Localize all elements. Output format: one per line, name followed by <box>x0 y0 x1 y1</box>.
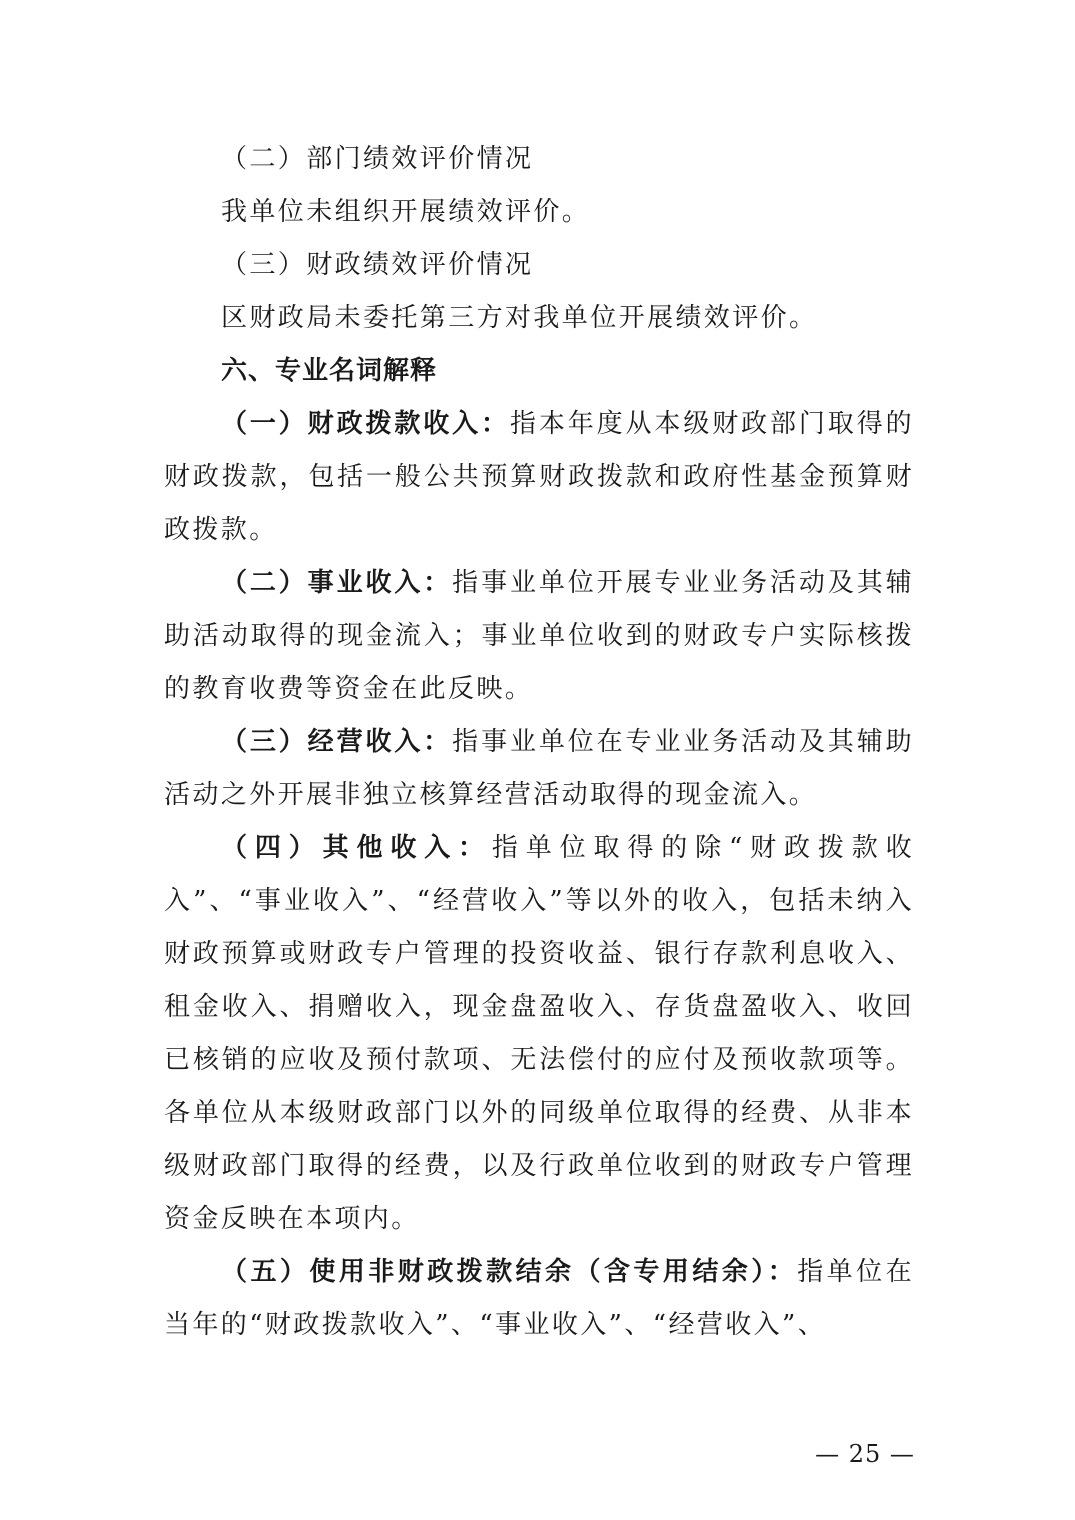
definition-text: 指事业单位在专业业务活动及其辅助活动之外开展非独立核算经营活动取得的现金流入。 <box>164 727 915 810</box>
definition-text: 指本年度从本级财政部门取得的财政拨款，包括一般公共预算财政拨款和政府性基金预算财政拨款。 <box>164 409 914 545</box>
page-number: — 25 — <box>815 1440 915 1468</box>
definition-business-income <box>164 557 914 716</box>
definition-fiscal-appropriation <box>164 398 914 557</box>
term-label: （三）经营收入： <box>221 727 453 757</box>
term-label: （一）财政拨款收入： <box>221 409 510 439</box>
definition-other-income <box>164 822 914 1246</box>
definition-non-fiscal-surplus <box>164 1246 914 1352</box>
section-heading-terms: 六、专业名词解释 <box>221 356 438 386</box>
definition-operating-income <box>164 716 914 822</box>
paragraph-department-evaluation: 我单位未组织开展绩效评价。 <box>221 197 591 227</box>
definition-text: 指单位在当年的“财政拨款收入”、“事业收入”、“经营收入”、 <box>164 1257 914 1340</box>
document-body <box>164 133 914 1352</box>
term-label: （二）事业收入： <box>221 568 453 598</box>
definition-text: 指事业单位开展专业业务活动及其辅助活动取得的现金流入；事业单位收到的财政专户实际核拨的教育收费等资金在此反映。 <box>164 568 915 704</box>
term-label: （五）使用非财政拨款结余（含专用结余）： <box>221 1257 798 1287</box>
term-label: （四）其他收入： <box>221 833 492 863</box>
subheading-department-evaluation: （二）部门绩效评价情况 <box>221 144 534 174</box>
definition-text: 指单位取得的除“财政拨款收入”、“事业收入”、“经营收入”等以外的收入，包括未纳入财政预算或财政专户管理的投资收益、银行存款利息收入、租金收入、捐赠收入，现金盘盈收入、存货盘盈收入、收回已核销的应收及预付款项、无法偿付的应付及预收款项等。各单位从本级财政部门以外的同级单位取得的经费、从非本级财政部门取得的经费，以及行政单位收到的财政专户管理资金反映在本项内。 <box>164 833 914 1234</box>
paragraph-finance-evaluation: 区财政局未委托第三方对我单位开展绩效评价。 <box>221 303 818 333</box>
subheading-finance-evaluation: （三）财政绩效评价情况 <box>221 250 534 280</box>
